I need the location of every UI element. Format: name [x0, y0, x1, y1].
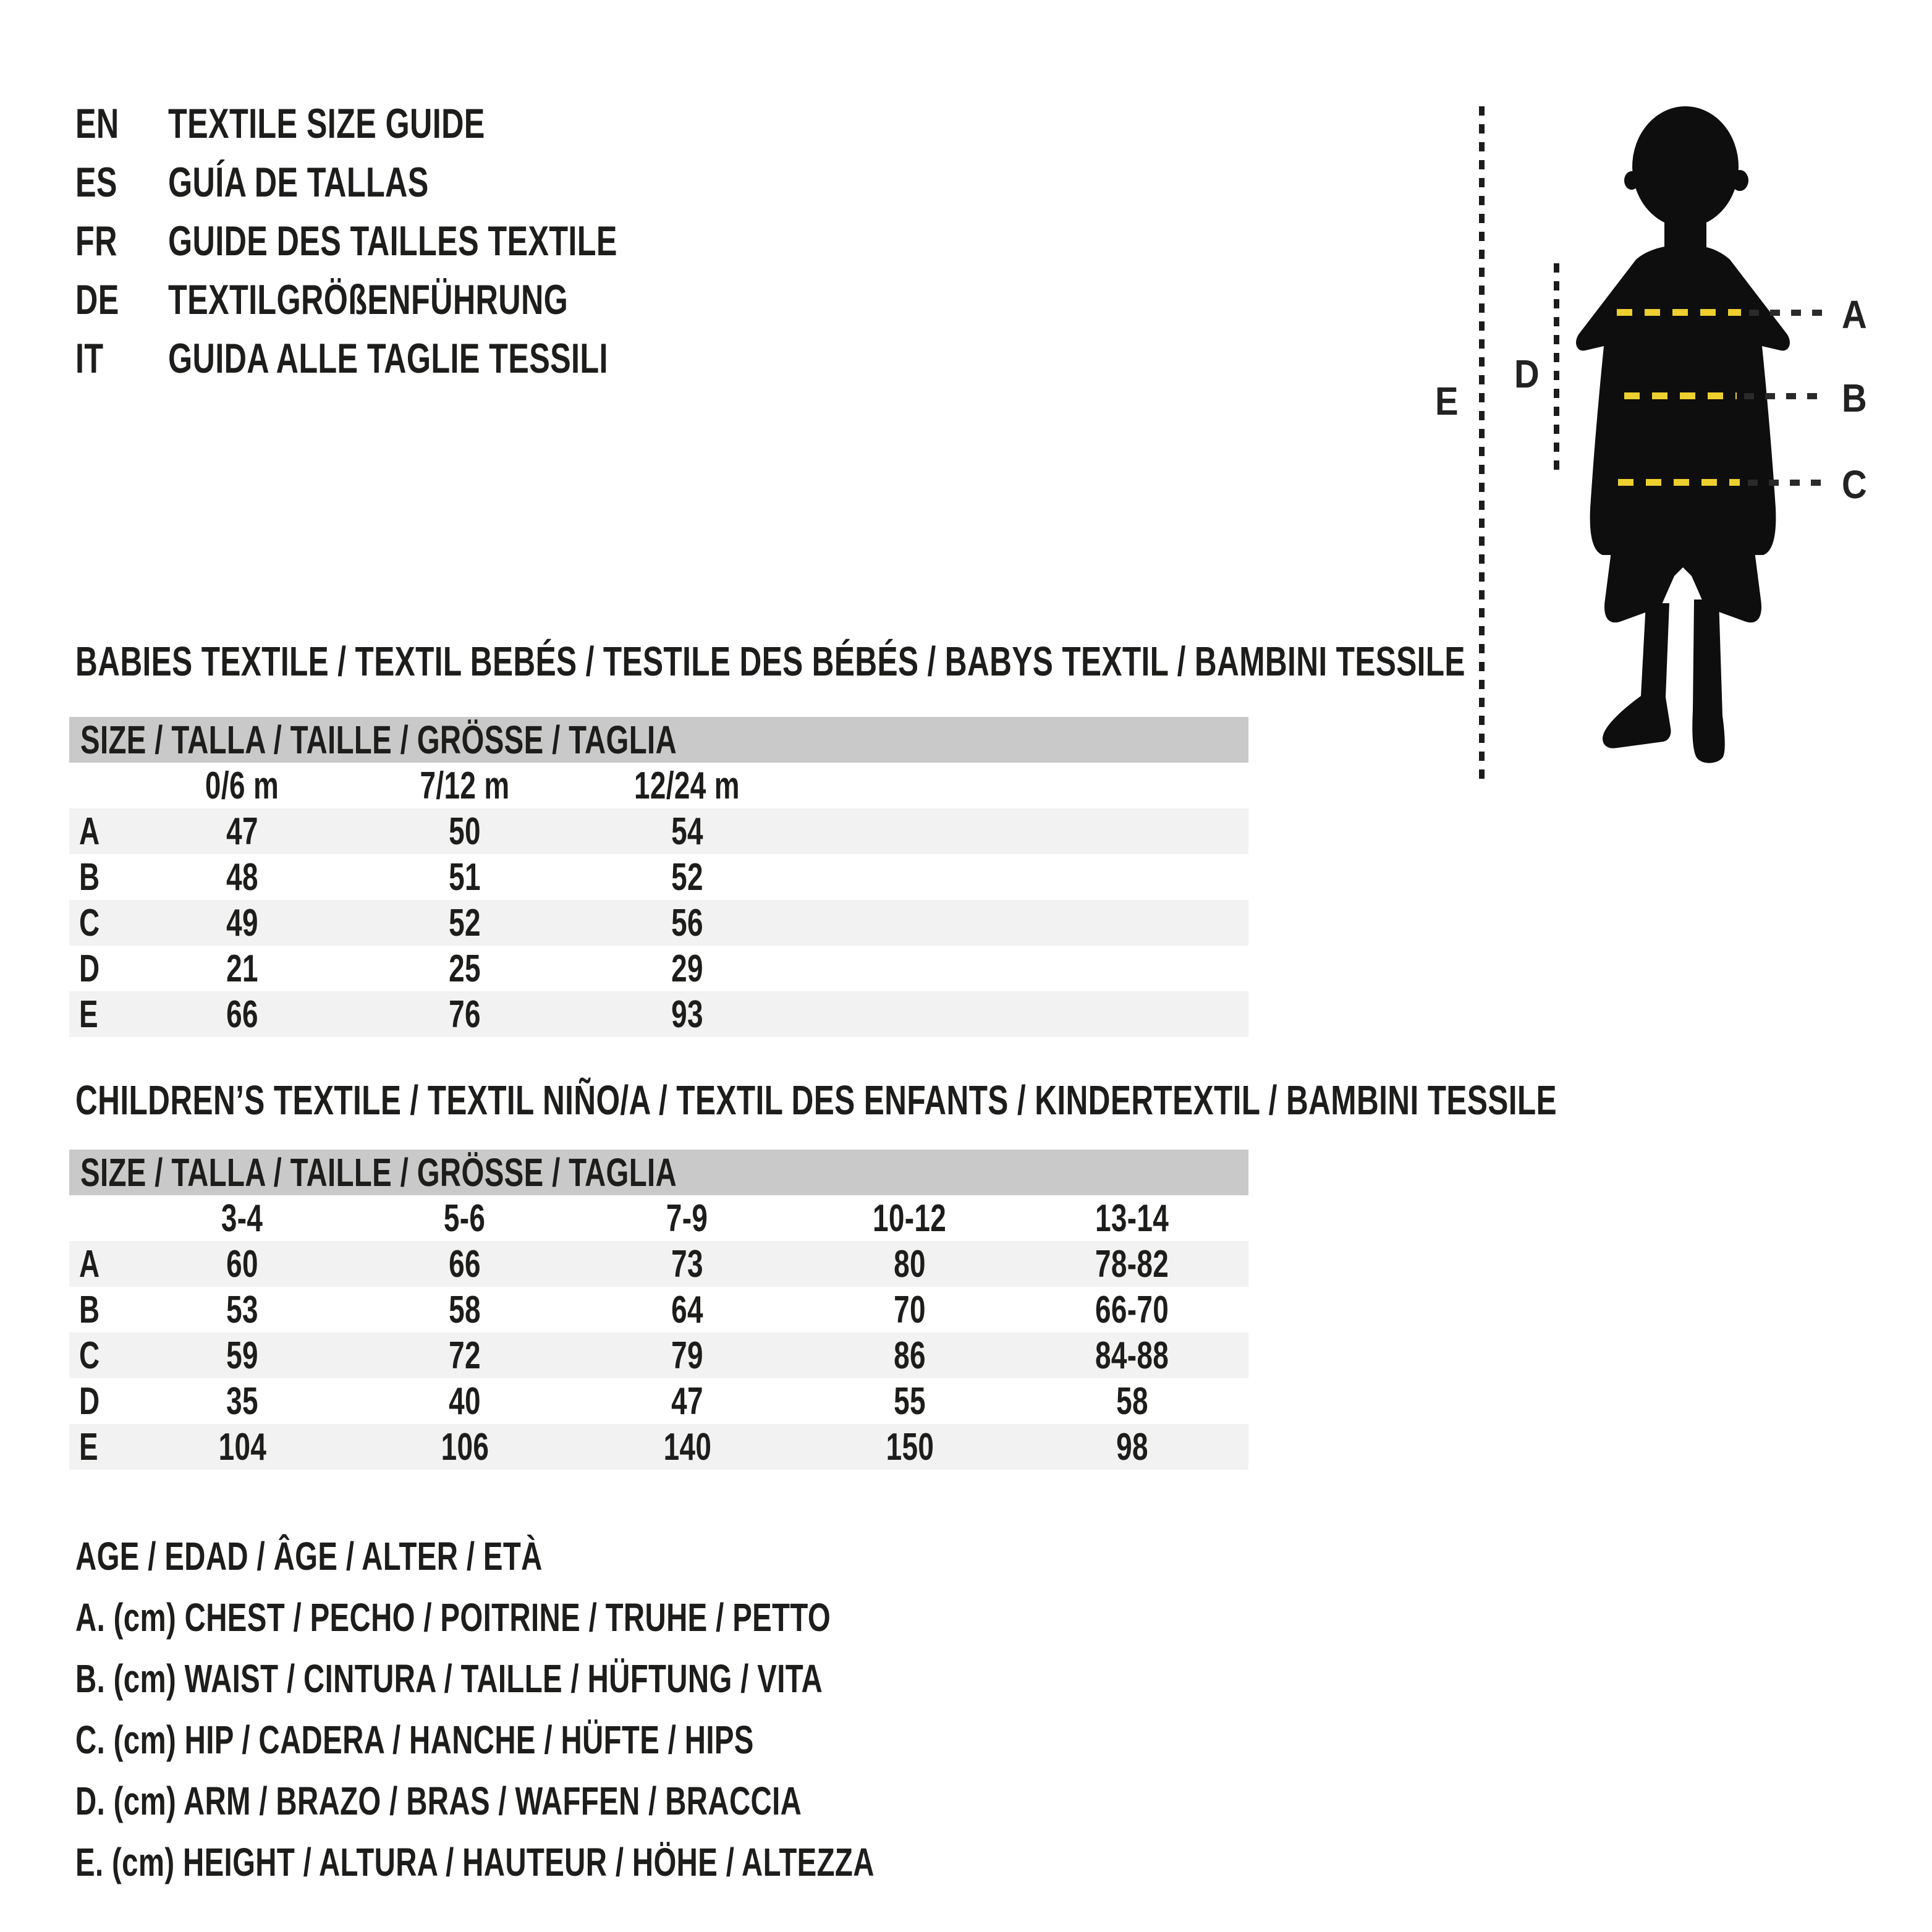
child-silhouette	[1573, 105, 1792, 763]
chest-line-label: A	[1842, 292, 1867, 337]
arm-line-label: D	[1514, 352, 1540, 396]
waist-line-yellow-dashes	[1624, 392, 1737, 399]
table-row: E 66 76 93	[69, 991, 1248, 1037]
children-col-1: 5-6	[444, 1197, 486, 1240]
legend-hip-line: C. (cm) HIP / CADERA / HANCHE / HÜFTE / HIPS	[75, 1717, 754, 1762]
babies-size-table	[69, 717, 1248, 1037]
lang-title-es: GUÍA DE TALLAS	[168, 158, 429, 206]
lang-row-en	[75, 94, 775, 153]
measurement-diagram	[1421, 93, 1932, 834]
language-title-list	[75, 94, 775, 388]
lang-title-de: TEXTILGRÖßENFÜHRUNG	[168, 276, 569, 323]
children-size-header-bar: SIZE / TALLA / TAILLE / GRÖSSE / TAGLIA	[69, 1150, 1248, 1195]
babies-column-header-row	[69, 763, 1248, 808]
lang-title-en: TEXTILE SIZE GUIDE	[168, 100, 485, 147]
table-row: B 48 51 52	[79, 855, 703, 899]
lang-code-fr: FR	[75, 217, 117, 265]
children-col-0: 3-4	[221, 1197, 263, 1240]
hip-line-yellow-dashes	[1618, 479, 1740, 486]
waist-line-label: B	[1842, 376, 1867, 420]
babies-col-0: 0/6 m	[205, 764, 279, 807]
hip-line-dark-dashes	[1748, 480, 1823, 486]
lang-row-de	[75, 270, 775, 329]
legend-arm-line: D. (cm) ARM / BRAZO / BRAS / WAFFEN / BRACCIA	[75, 1778, 802, 1823]
table-row: A 60 66 73 80 78-82	[69, 1241, 1248, 1287]
legend-waist-line: B. (cm) WAIST / CINTURA / TAILLE / HÜFTUNG / VITA	[75, 1656, 823, 1701]
height-line-label: E	[1435, 379, 1459, 423]
table-row: A 47 50 54	[69, 808, 1248, 854]
babies-section-heading: BABIES TEXTILE / TEXTIL BEBÉS / TESTILE DES BÉBÉS / BABYS TEXTIL / BAMBINI TESSILE	[75, 638, 1465, 685]
measurement-legend	[75, 1525, 1155, 1892]
babies-col-2: 12/24 m	[634, 764, 740, 807]
lang-code-es: ES	[75, 158, 117, 206]
children-column-header-row	[69, 1195, 1248, 1241]
children-col-2: 7-9	[666, 1197, 708, 1240]
lang-title-it: GUIDA ALLE TAGLIE TESSILI	[168, 334, 608, 382]
chest-line-yellow-dashes	[1617, 309, 1741, 316]
legend-chest-line: A. (cm) CHEST / PECHO / POITRINE / TRUHE / PETTO	[75, 1595, 831, 1640]
chest-line-dark-dashes	[1749, 310, 1823, 316]
babies-col-1: 7/12 m	[420, 764, 510, 807]
waist-line-dark-dashes	[1744, 393, 1823, 399]
lang-row-fr	[75, 211, 775, 270]
lang-row-it	[75, 329, 775, 388]
lang-code-de: DE	[75, 276, 119, 323]
table-row: D 35 40 47 55 58	[79, 1379, 1148, 1423]
table-row: E 104 106 140 150 98	[69, 1424, 1248, 1470]
legend-age-line: AGE / EDAD / ÂGE / ALTER / ETÀ	[75, 1533, 543, 1578]
children-col-4: 13-14	[1095, 1197, 1169, 1240]
children-section-heading: CHILDREN’S TEXTILE / TEXTIL NIÑO/A / TEXTIL DES ENFANTS / KINDERTEXTIL / BAMBINI TESSILE	[75, 1077, 1557, 1124]
lang-code-en: EN	[75, 100, 119, 147]
babies-size-header-bar: SIZE / TALLA / TAILLE / GRÖSSE / TAGLIA	[69, 717, 1248, 763]
table-row: C 59 72 79 86 84-88	[69, 1332, 1248, 1378]
table-row: B 53 58 64 70 66-70	[79, 1288, 1169, 1331]
arm-measure-dotted-line	[1554, 263, 1559, 476]
lang-code-it: IT	[75, 334, 104, 382]
lang-row-es	[75, 153, 775, 211]
table-row: C 49 52 56	[69, 900, 1248, 946]
children-size-table	[69, 1150, 1248, 1470]
height-measure-dotted-line	[1479, 106, 1485, 781]
children-col-3: 10-12	[873, 1197, 947, 1240]
hip-line-label: C	[1842, 462, 1867, 507]
legend-height-line: E. (cm) HEIGHT / ALTURA / HAUTEUR / HÖHE / ALTEZZA	[75, 1839, 875, 1884]
table-row: D 21 25 29	[79, 947, 703, 990]
lang-title-fr: GUIDE DES TAILLES TEXTILE	[168, 217, 617, 265]
